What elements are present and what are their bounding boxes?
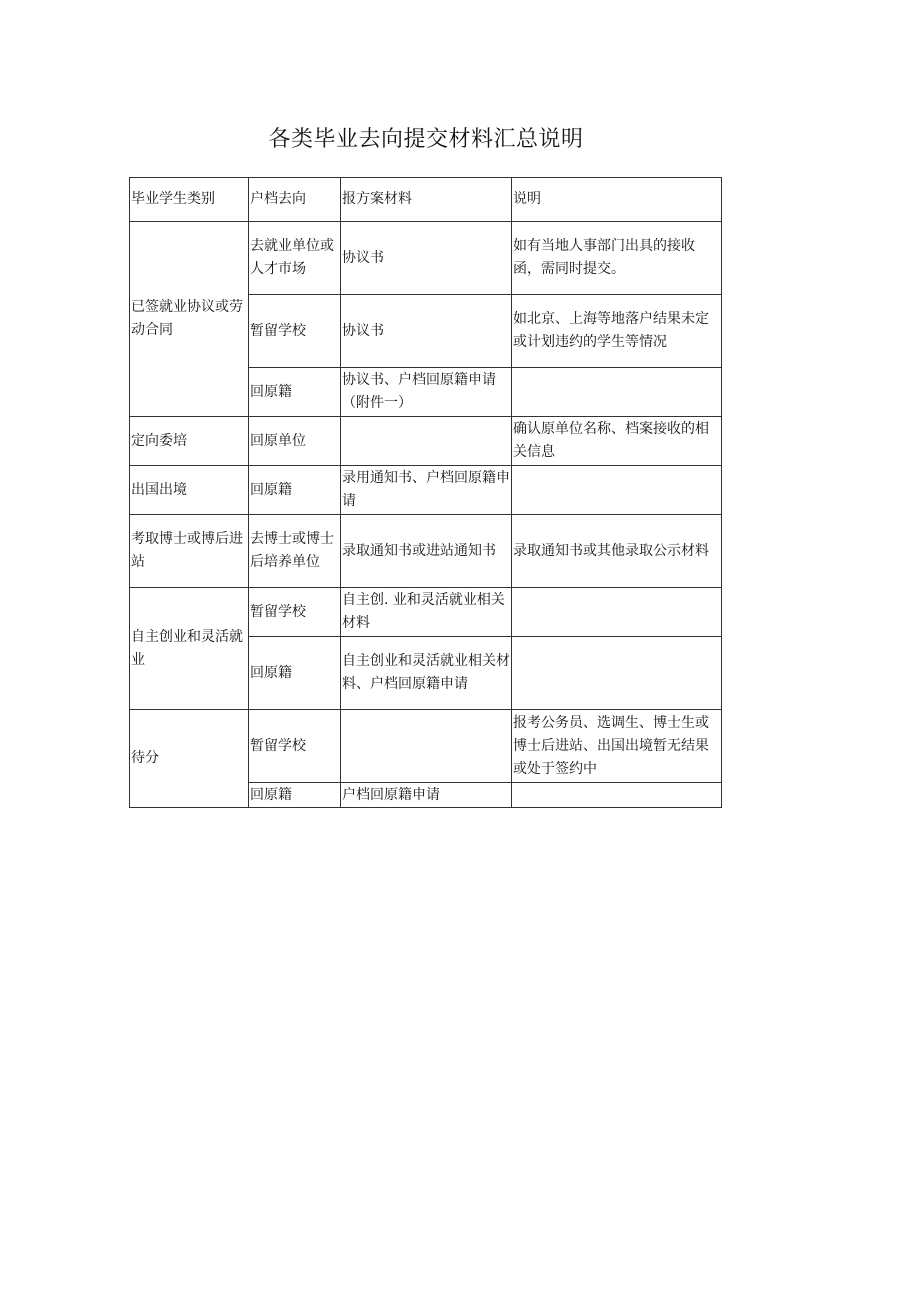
table-row	[130, 710, 722, 783]
document-title: 各类毕业去向提交材料汇总说明	[268, 127, 584, 152]
header-row	[130, 178, 722, 222]
destination-cell: 暂留学校	[249, 710, 341, 783]
notes-cell: 确认原单位名称、档案接收的相关信息	[512, 417, 722, 466]
materials-cell: 录取通知书或进站通知书	[341, 515, 512, 588]
category-cell: 考取博士或博后进站	[130, 515, 249, 588]
header-destination: 户档去向	[249, 178, 341, 222]
table-row	[130, 588, 722, 637]
materials-cell: 协议书、户档回原籍申请（附件一）	[341, 368, 512, 417]
destination-cell: 去就业单位或人才市场	[249, 222, 341, 295]
destination-cell: 回原籍	[249, 368, 341, 417]
materials-cell: 录用通知书、户档回原籍申请	[341, 466, 512, 515]
materials-cell: 协议书	[341, 222, 512, 295]
table-row	[130, 515, 722, 588]
table-row	[130, 466, 722, 515]
notes-cell: 如北京、上海等地落户结果未定或计划违约的学生等情况	[512, 295, 722, 368]
materials-cell	[341, 417, 512, 466]
notes-cell	[512, 466, 722, 515]
header-category: 毕业学生类别	[130, 178, 249, 222]
notes-cell	[512, 368, 722, 417]
materials-cell: 自主创. 业和灵活就业相关材料	[341, 588, 512, 637]
header-materials: 报方案材料	[341, 178, 512, 222]
category-cell: 自主创业和灵活就业	[130, 588, 249, 710]
category-cell: 出国出境	[130, 466, 249, 515]
header-notes: 说明	[512, 178, 722, 222]
notes-cell: 录取通知书或其他录取公示材料	[512, 515, 722, 588]
destination-cell: 回原籍	[249, 637, 341, 710]
notes-cell	[512, 783, 722, 808]
notes-cell: 如有当地人事部门出具的接收函，需同时提交。	[512, 222, 722, 295]
destination-cell: 去博士或博士后培养单位	[249, 515, 341, 588]
materials-cell: 户档回原籍申请	[341, 783, 512, 808]
destination-cell: 暂留学校	[249, 295, 341, 368]
destination-cell: 暂留学校	[249, 588, 341, 637]
materials-cell	[341, 710, 512, 783]
materials-cell: 自主创业和灵活就业相关材料、户档回原籍申请	[341, 637, 512, 710]
notes-cell	[512, 637, 722, 710]
table-row	[130, 222, 722, 295]
notes-cell	[512, 588, 722, 637]
summary-table	[129, 177, 722, 808]
destination-cell: 回原籍	[249, 466, 341, 515]
table-row	[130, 417, 722, 466]
category-cell: 待分	[130, 710, 249, 808]
notes-cell: 报考公务员、选调生、博士生或博士后进站、出国出境暂无结果或处于签约中	[512, 710, 722, 783]
category-cell: 定向委培	[130, 417, 249, 466]
destination-cell: 回原单位	[249, 417, 341, 466]
category-cell: 已签就业协议或劳动合同	[130, 222, 249, 417]
destination-cell: 回原籍	[249, 783, 341, 808]
materials-cell: 协议书	[341, 295, 512, 368]
